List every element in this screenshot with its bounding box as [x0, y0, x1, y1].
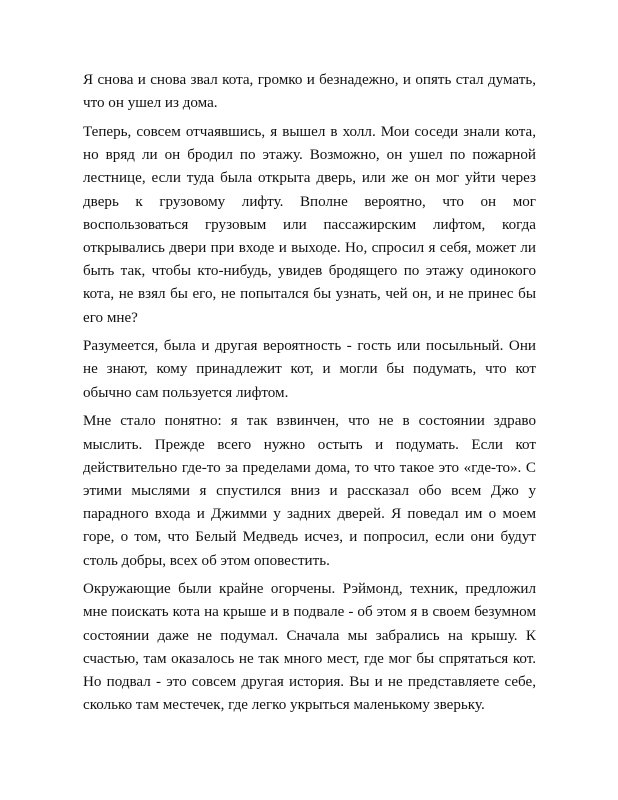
paragraph-2: Теперь, совсем отчаявшись, я вышел в холл. Мои соседи знали кота, но вряд ли он бродил по этажу. Возможно, он ушел по пожарной лестнице, если туда была открыта дверь, или же он мог уйти через дверь к грузовому лифту. Вполне вероятно, что он мог воспользоваться грузовым или пассажирским лифтом, когда открывались двери при входе и выходе. Но, спросил я себя, может ли быть так, чтобы кто-нибудь, увидев бродящего по этажу одинокого кота, не взял бы его, не попытался бы узнать, чей он, и не принес бы его мне? [83, 123, 536, 326]
paragraph-5: Окружающие были крайне огорчены. Рэймонд, техник, предложил мне поискать кота на крыше и в подвале - об этом я в своем безумном состоянии даже не подумал. Сначала мы забрались на крышу. К счастью, там оказалось не так много мест, где мог бы спрятаться кот. Но подвал - это совсем другая история. Вы и не представляете себе, сколько там местечек, где легко укрыться маленькому зверьку. [83, 581, 536, 714]
paragraph-3: Разумеется, была и другая вероятность - гость или посыльный. Они не знают, кому принадлежит кот, и могли бы подумать, что кот обычно сам пользуется лифтом. [83, 338, 536, 401]
paragraph-4: Мне стало понятно: я так взвинчен, что не в состоянии здраво мыслить. Прежде всего нужно остыть и подумать. Если кот действительно где-то за пределами дома, то что такое это «где-то». С этими мыслями я спустился вниз и рассказал обо всем Джо у парадного входа и Джимми у задних дверей. Я поведал им о моем горе, о том, что Белый Медведь исчез, и попросил, если они будут столь добры, всех об этом оповестить. [83, 413, 536, 569]
paragraph-1: Я снова и снова звал кота, громко и безнадежно, и опять стал думать, что он ушел из дома. [83, 72, 536, 112]
document-page [83, 69, 536, 723]
